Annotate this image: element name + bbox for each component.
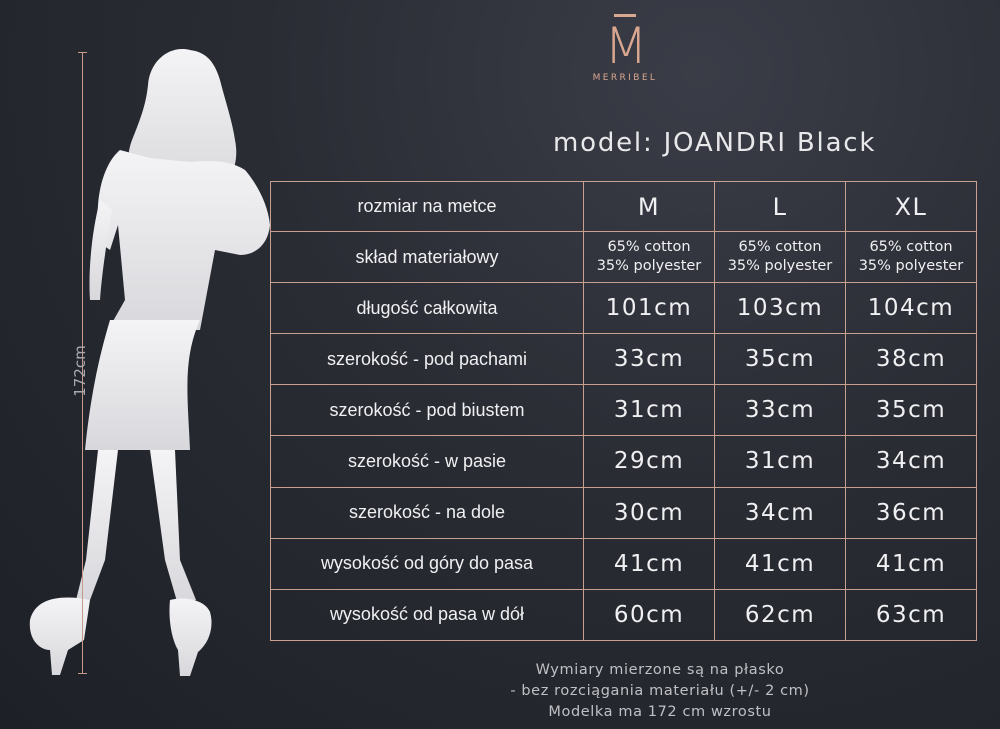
row-value: 35cm [715,334,846,385]
note-line: Modelka ma 172 cm wzrostu [548,704,772,720]
row-value: 103cm [715,283,846,334]
row-value: 41cm [715,538,846,589]
material-label: skład materiałowy [271,232,584,283]
row-value: 34cm [715,487,846,538]
material-xl [846,232,977,283]
row-label: wysokość od góry do pasa [271,538,584,589]
row-value: 101cm [584,283,715,334]
material-line: 65% cotton [607,239,691,255]
row-value: 29cm [584,436,715,487]
material-line: 35% polyester [596,258,702,274]
row-value: 38cm [846,334,977,385]
size-table [270,181,977,641]
model-title: model: JOANDRI Black [553,128,877,158]
row-label: szerokość - pod pachami [271,334,584,385]
row-value: 62cm [715,589,846,640]
row-value: 60cm [584,589,715,640]
material-l [715,232,846,283]
material-line: 65% cotton [869,239,953,255]
material-m [584,232,715,283]
model-silhouette [0,0,300,729]
size-l: L [715,182,846,232]
size-xl: XL [846,182,977,232]
table-row [271,385,977,436]
table-row [271,283,977,334]
row-label: wysokość od pasa w dół [271,589,584,640]
logo-letter: M [604,17,646,75]
brand-logo [580,14,670,83]
row-label: długość całkowita [271,283,584,334]
material-row [271,232,977,283]
size-m: M [584,182,715,232]
material-line: 35% polyester [727,258,833,274]
row-value: 30cm [584,487,715,538]
table-row [271,487,977,538]
row-value: 41cm [846,538,977,589]
height-label: 172cm [71,345,89,397]
table-header-row [271,182,977,232]
measurement-note [400,660,920,723]
row-label: szerokość - w pasie [271,436,584,487]
row-value: 31cm [715,436,846,487]
material-line: 35% polyester [858,258,964,274]
header-label: rozmiar na metce [271,182,584,232]
row-value: 63cm [846,589,977,640]
row-value: 31cm [584,385,715,436]
table-row [271,589,977,640]
row-value: 36cm [846,487,977,538]
table-row [271,538,977,589]
row-value: 33cm [715,385,846,436]
material-line: 65% cotton [738,239,822,255]
row-value: 34cm [846,436,977,487]
row-value: 35cm [846,385,977,436]
note-line: Wymiary mierzone są na płasko [535,662,785,678]
row-value: 41cm [584,538,715,589]
row-value: 104cm [846,283,977,334]
table-row [271,334,977,385]
row-label: szerokość - pod biustem [271,385,584,436]
table-row [271,436,977,487]
note-line: - bez rozciągania materiału (+/- 2 cm) [510,683,810,699]
row-label: szerokość - na dole [271,487,584,538]
brand-name: MERRIBEL [592,73,658,83]
row-value: 33cm [584,334,715,385]
